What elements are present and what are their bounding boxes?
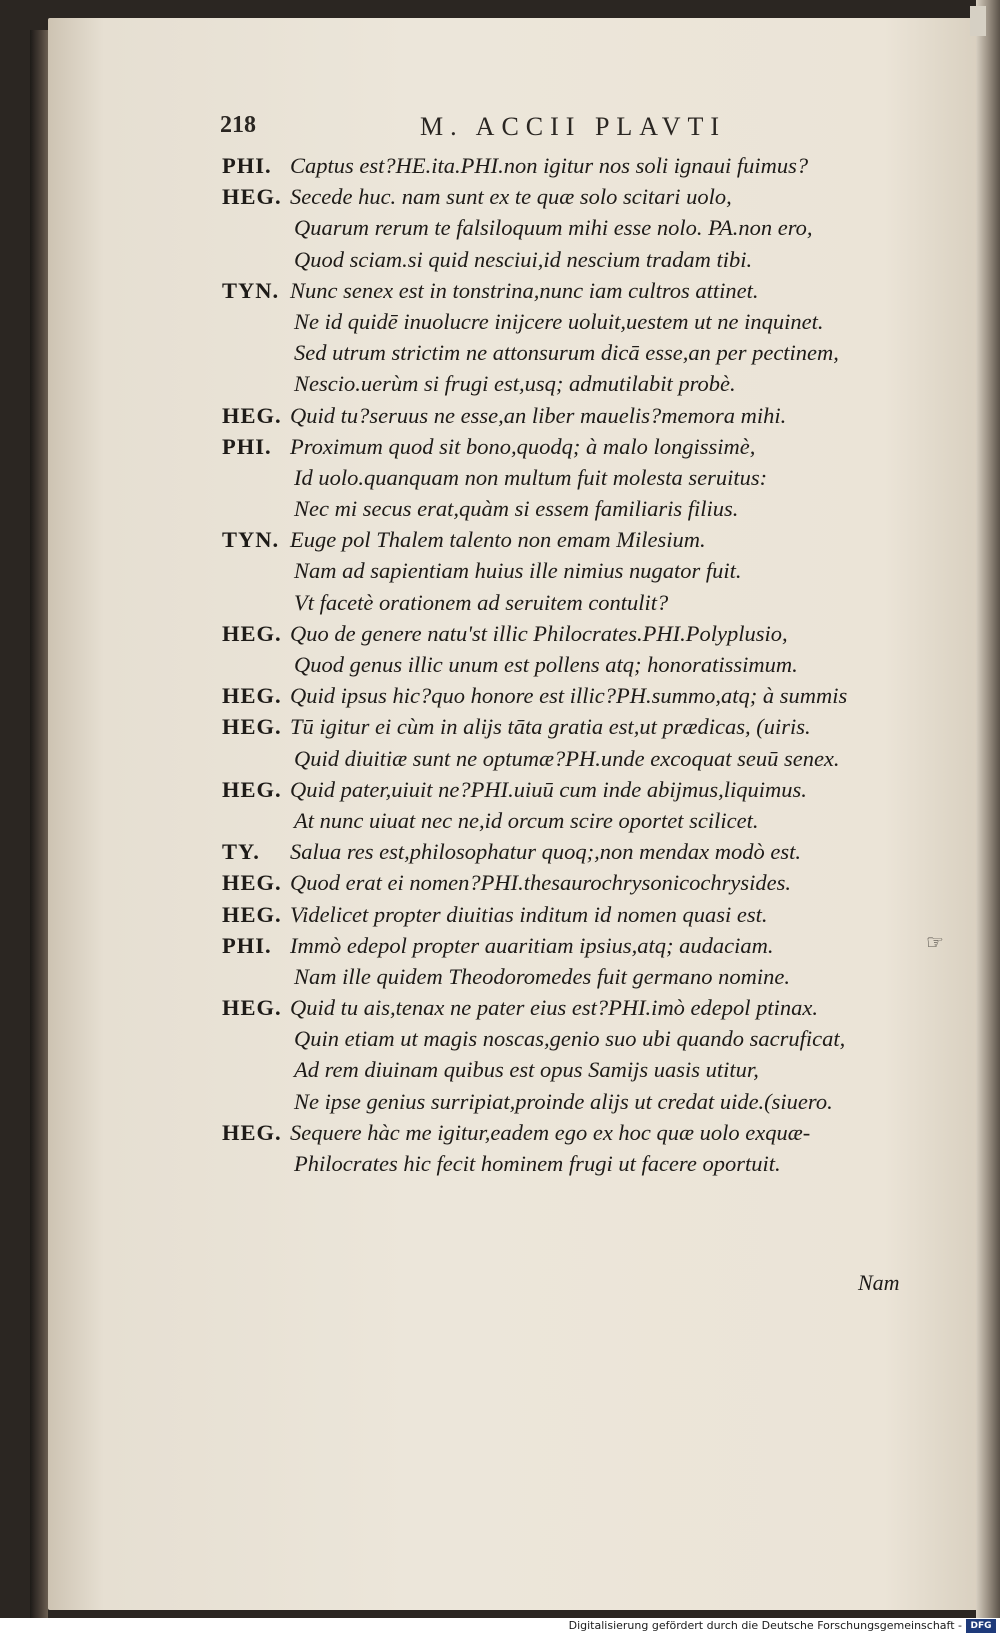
verse-line [222,899,922,930]
verse-text-block [222,150,922,1179]
verse-line [222,1148,922,1179]
footer-bar [0,1618,1000,1636]
verse-text: Sed utrum strictim ne attonsurum dicā esse,an per pectinem, [294,340,839,366]
speaker-label: HEG. [222,714,282,740]
speaker-label: HEG. [222,870,282,896]
verse-text: Quin etiam ut magis noscas,genio suo ubi quando sacruficat, [294,1026,846,1052]
verse-text: Quod erat ei nomen?PHI.thesaurochrysonicochrysides. [290,870,791,896]
speaker-label: HEG. [222,402,282,428]
verse-text: Quid diuitiæ sunt ne optumæ?PH.unde excoquat seuū senex. [294,745,840,771]
verse-line [222,867,922,898]
verse-line [222,774,922,805]
verse-text: Sequere hàc me igitur,eadem ego ex hoc quæ uolo exquæ- [290,1119,811,1145]
verse-line [222,1117,922,1148]
speaker-label: HEG. [222,683,282,709]
page-number: 218 [220,112,256,138]
verse-line [222,555,922,586]
verse-line [222,961,922,992]
speaker-label: HEG. [222,995,282,1021]
book-spine [30,30,48,1618]
verse-line [222,244,922,275]
page-header [220,112,920,148]
verse-text: Vt facetè orationem ad seruitem contulit? [294,589,669,615]
verse-text: Nam ad sapientiam huius ille nimius nugator fuit. [294,558,742,584]
verse-line [222,337,922,368]
verse-text: Nam ille quidem Theodoromedes fuit germano nomine. [294,963,790,989]
verse-text: Ne ipse genius surripiat,proinde alijs ut credat uide.(siuero. [294,1088,833,1114]
verse-line [222,1054,922,1085]
speaker-label: HEG. [222,776,282,802]
verse-line [222,1086,922,1117]
verse-text: Quid ipsus hic?quo honore est illic?PH.summo,atq; à summis [290,683,848,709]
speaker-label: HEG. [222,1119,282,1145]
verse-text: Ad rem diuinam quibus est opus Samijs uasis utitur, [294,1057,759,1083]
speaker-label: PHI. [222,153,272,178]
speaker-label: HEG. [222,620,282,646]
verse-line [222,524,922,555]
verse-line [222,275,922,306]
verse-line [222,306,922,337]
footer-credit: Digitalisierung gefördert durch die Deutsche Forschungsgemeinschaft - [568,1619,962,1632]
verse-text: Videlicet propter diuitias inditum id nomen quasi est. [290,901,768,927]
dfg-logo: DFG [966,1619,996,1633]
verse-text: Quod sciam.si quid nesciui,id nescium tradam tibi. [294,246,753,272]
pointing-hand-icon: ☞ [926,930,944,954]
running-title: M. ACCII PLAVTI [420,112,727,141]
verse-text: Quod genus illic unum est pollens atq; honoratissimum. [294,652,798,677]
verse-line [222,1023,922,1054]
verse-line [222,805,922,836]
verse-line [222,743,922,774]
speaker-label: HEG. [222,901,282,927]
verse-line [222,930,922,961]
verse-text: Id uolo.quanquam non multum fuit molesta seruitus: [294,464,768,490]
verse-text: Nescio.uerùm si frugi est,usq; admutilabit probè. [294,371,736,397]
verse-line [222,400,922,431]
verse-line [222,587,922,618]
verse-text: Nec mi secus erat,quàm si essem familiaris filius. [294,496,739,522]
verse-line [222,493,922,524]
page-edge [976,0,1000,1618]
verse-line [222,711,922,742]
verse-text: Immò edepol propter auaritiam ipsius,atq; audaciam. [290,932,774,958]
verse-text: Nunc senex est in tonstrina,nunc iam cultros attinet. [290,277,759,303]
verse-text: Quid pater,uiuit ne?PHI.uiuū cum inde abijmus,liquimus. [290,776,807,802]
catchword: Nam [858,1270,900,1295]
verse-line [222,462,922,493]
verse-line [222,150,922,181]
verse-line [222,181,922,212]
verse-text: At nunc uiuat nec ne,id orcum scire oportet scilicet. [294,807,759,833]
speaker-label: TYN. [222,277,280,303]
verse-text: Secede huc. nam sunt ex te quæ solo scitari uolo, [290,184,732,210]
speaker-label: TYN. [222,527,280,553]
verse-text: Salua res est,philosophatur quoq;,non mendax modò est. [290,839,802,865]
corner-tab [970,6,986,36]
verse-line [222,680,922,711]
verse-text: Quid tu?seruus ne esse,an liber mauelis?memora mihi. [290,402,787,428]
verse-text: Quarum rerum te falsiloquum mihi esse nolo. PA.non ero, [294,215,813,241]
verse-text: Captus est?HE.ita.PHI.non igitur nos soli ignaui fuimus? [290,153,809,178]
verse-text: Quo de genere natu'st illic Philocrates.PHI.Polyplusio, [290,620,788,646]
verse-text: Tū igitur ei cùm in alijs tāta gratia est,ut prædicas, (uiris. [290,714,811,740]
speaker-label: HEG. [222,184,282,210]
speaker-label: TY. [222,839,260,865]
speaker-label: PHI. [222,433,272,459]
verse-line [222,992,922,1023]
verse-line [222,212,922,243]
verse-text: Ne id quidē inuolucre inijcere uoluit,uestem ut ne inquinet. [294,308,824,334]
verse-line [222,836,922,867]
verse-text: Philocrates hic fecit hominem frugi ut facere oportuit. [294,1151,781,1176]
verse-line [222,368,922,399]
verse-line [222,431,922,462]
verse-line [222,649,922,680]
verse-text: Proximum quod sit bono,quodq; à malo longissimè, [290,433,756,459]
speaker-label: PHI. [222,932,272,958]
verse-text: Quid tu ais,tenax ne pater eius est?PHI.imò edepol ptinax. [290,995,819,1021]
verse-line [222,618,922,649]
verse-text: Euge pol Thalem talento non emam Milesium. [290,527,706,553]
